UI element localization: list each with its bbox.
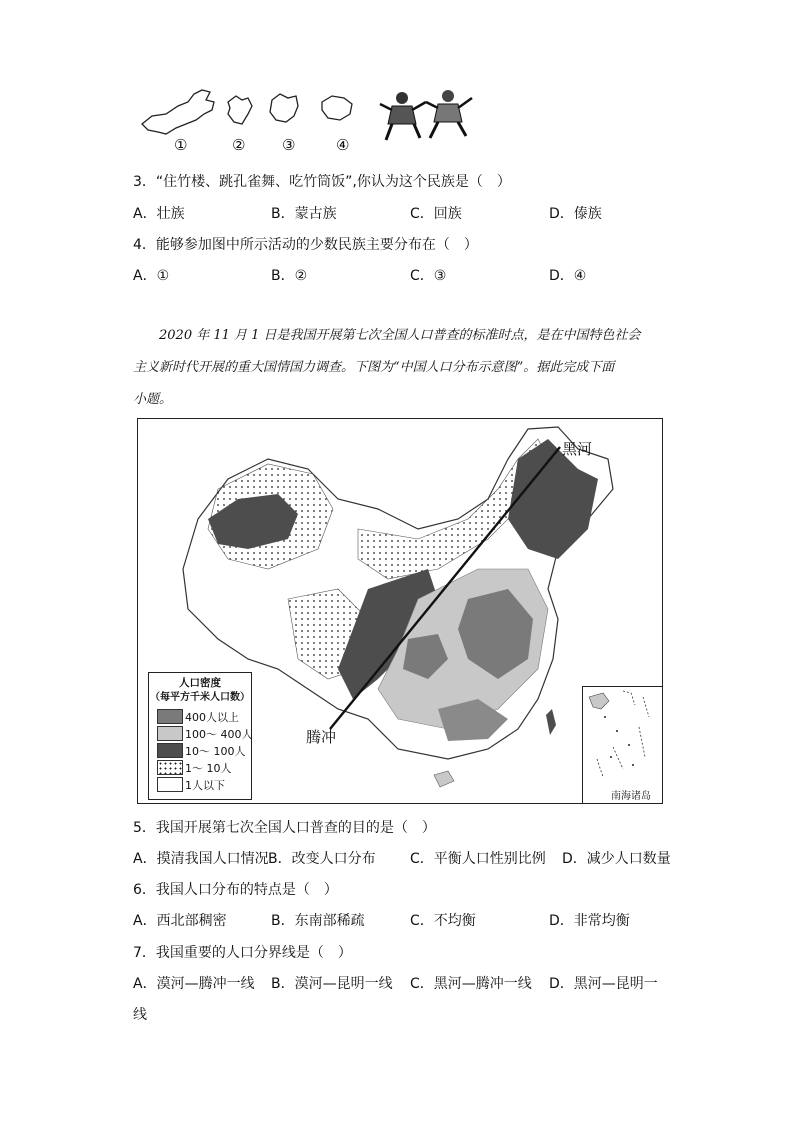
taiwan-island xyxy=(546,709,556,735)
inset-label: 南海诸岛 xyxy=(611,791,651,802)
q7-option-c[interactable]: C．黑河—腾冲一线 xyxy=(410,976,532,992)
q3-option-d[interactable]: D．傣族 xyxy=(549,206,602,222)
tengchong-label: 腾冲 xyxy=(306,728,337,746)
figure-label-2: ② xyxy=(232,136,246,154)
figure-label-4: ④ xyxy=(336,136,350,154)
figure-label-1: ① xyxy=(174,136,188,154)
q6-option-d[interactable]: D．非常均衡 xyxy=(549,913,630,929)
q3-option-b[interactable]: B．蒙古族 xyxy=(271,206,337,222)
map-legend xyxy=(148,672,252,800)
q5-option-b[interactable]: B．改变人口分布 xyxy=(268,851,376,867)
q4-option-a[interactable]: A．① xyxy=(133,268,170,284)
q6-option-c[interactable]: C．不均衡 xyxy=(410,913,476,929)
province-outlines-figure xyxy=(130,84,490,156)
legend-swatch-10 xyxy=(157,743,183,758)
region-3-outline xyxy=(270,94,298,122)
q6-option-b[interactable]: B．东南部稀疏 xyxy=(271,913,365,929)
q3-option-a[interactable]: A．壮族 xyxy=(133,206,185,222)
legend-swatch-0 xyxy=(157,777,183,792)
legend-title-1: 人口密度 xyxy=(179,677,221,689)
q6-option-a[interactable]: A．西北部稠密 xyxy=(133,913,227,929)
q5-option-d[interactable]: D．减少人口数量 xyxy=(562,851,671,867)
passage-line-1: 2020 年 11 月 1 日是我国开展第七次全国人口普查的标准时点，是在中国特色社会 xyxy=(159,328,641,343)
region-4-outline xyxy=(322,96,352,120)
legend-title-2: （每平方千米人口数） xyxy=(150,692,250,703)
q7-option-b[interactable]: B．漠河—昆明一线 xyxy=(271,976,393,992)
region-2-outline xyxy=(228,96,252,124)
legend-swatch-100 xyxy=(157,726,183,741)
legend-label-1: 1～ 10人 xyxy=(185,762,232,775)
q3-option-c[interactable]: C．回族 xyxy=(410,206,462,222)
legend-label-400: 400人以上 xyxy=(185,711,239,724)
question-7-stem: 7．我国重要的人口分界线是（ ） xyxy=(133,945,352,961)
heihe-label: 黑河 xyxy=(562,440,593,458)
inset-svg xyxy=(583,687,662,787)
q7-option-d-wrap: 线 xyxy=(133,1007,147,1023)
q4-option-d[interactable]: D．④ xyxy=(549,268,587,284)
q7-option-d[interactable]: D．黑河—昆明一 xyxy=(549,976,658,992)
passage-line-3: 小题。 xyxy=(133,392,173,407)
q5-option-a[interactable]: A．摸清我国人口情况 xyxy=(133,851,269,867)
legend-swatch-400 xyxy=(157,709,183,724)
hainan-island xyxy=(434,771,454,787)
question-5-stem: 5．我国开展第七次全国人口普查的目的是（ ） xyxy=(133,820,436,836)
q4-option-b[interactable]: B．② xyxy=(271,268,308,284)
legend-swatch-1 xyxy=(157,760,183,775)
question-3-stem: 3．“住竹楼、跳孔雀舞、吃竹筒饭”,你认为这个民族是（ ） xyxy=(133,174,511,190)
legend-label-10: 10～ 100人 xyxy=(185,745,246,758)
q5-option-c[interactable]: C．平衡人口性别比例 xyxy=(410,851,546,867)
dancing-figures-illustration xyxy=(380,90,472,140)
q4-option-c[interactable]: C．③ xyxy=(410,268,447,284)
legend-label-100: 100～ 400人 xyxy=(185,728,253,741)
figure-label-3: ③ xyxy=(282,136,296,154)
question-4-stem: 4．能够参加图中所示活动的少数民族主要分布在（ ） xyxy=(133,237,478,253)
legend-label-0: 1人以下 xyxy=(185,779,225,792)
question-6-stem: 6．我国人口分布的特点是（ ） xyxy=(133,882,338,898)
passage-line-2: 主义新时代开展的重大国情国力调查。下图为“中国人口分布示意图”。据此完成下面 xyxy=(133,360,615,375)
south-china-sea-inset xyxy=(582,686,662,803)
region-1-outline xyxy=(142,90,214,134)
q7-option-a[interactable]: A．漠河—腾冲一线 xyxy=(133,976,255,992)
